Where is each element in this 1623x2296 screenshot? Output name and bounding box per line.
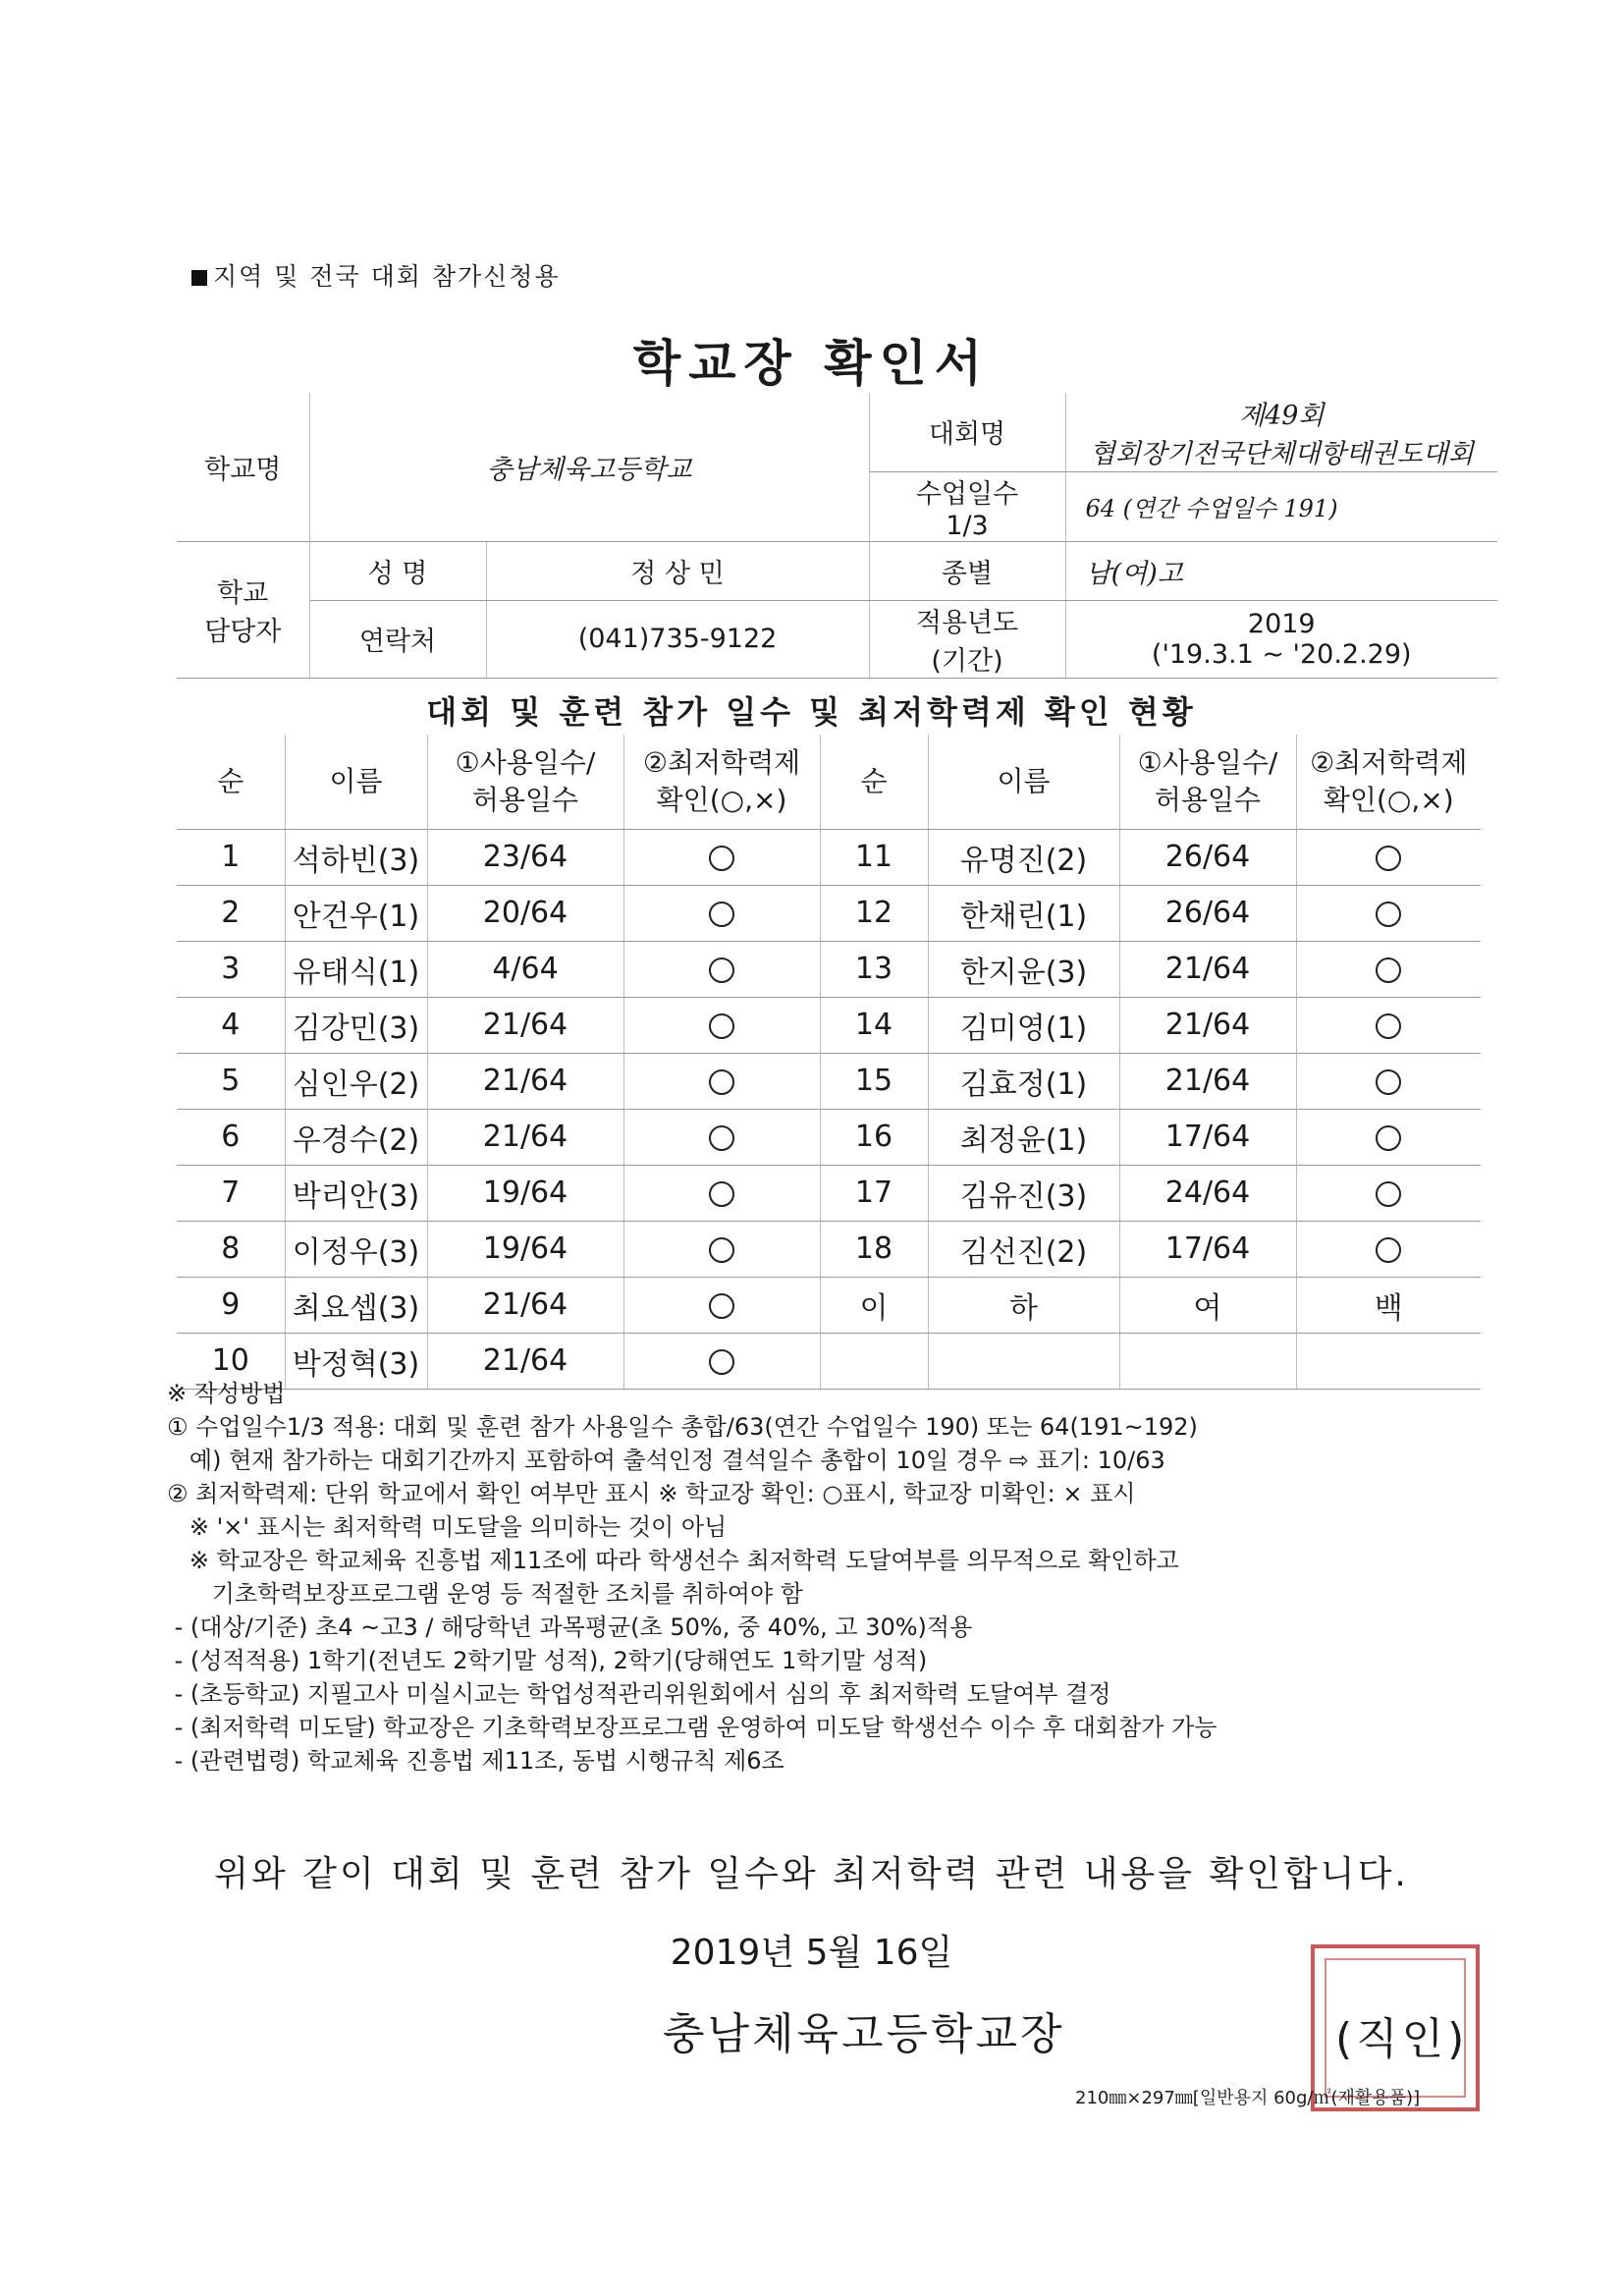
row-name: 박리안(3)	[285, 1165, 427, 1221]
row-confirm	[623, 997, 820, 1053]
class-days-label: 수업일수 1/3	[869, 471, 1065, 541]
instruction-line: - (대상/기준) 초4 ~고3 / 해당학년 과목평균(초 50%, 중 40%, 고 30%)적용	[167, 1613, 973, 1641]
circle-mark-icon	[709, 1125, 734, 1151]
row-confirm	[623, 1221, 820, 1277]
circle-mark-icon	[709, 1013, 734, 1039]
table-row	[177, 1109, 1481, 1165]
circle-mark-icon	[709, 1069, 734, 1095]
seal-label: (직인)	[1335, 2014, 1469, 2064]
row-no: 7	[177, 1165, 285, 1221]
row-name: 이정우(3)	[285, 1221, 427, 1277]
contact-label: 연락처	[309, 600, 486, 678]
row-no: 15	[820, 1053, 928, 1109]
circle-mark-icon	[709, 902, 734, 927]
row-confirm	[1296, 829, 1481, 885]
row-confirm	[623, 1165, 820, 1221]
table-row	[177, 997, 1481, 1053]
row-confirm	[1296, 1165, 1481, 1221]
table-row	[177, 1221, 1481, 1277]
header-confirm: ②최저학력제 확인(○,×)	[623, 735, 820, 829]
type-label: 종별	[869, 541, 1065, 600]
circle-mark-icon	[709, 1181, 734, 1207]
row-days: 21/64	[1119, 997, 1296, 1053]
row-name: 석하빈(3)	[285, 829, 427, 885]
row-no: 2	[177, 885, 285, 941]
document-title: 학교장 확인서	[632, 335, 991, 392]
circle-mark-icon	[1376, 957, 1401, 983]
row-no: 3	[177, 941, 285, 997]
instruction-line: ① 수업일수1/3 적용: 대회 및 훈련 참가 사용일수 총합/63(연간 수업일수 190) 또는 64(191~192)	[167, 1413, 1198, 1441]
header-name-2: 이름	[928, 735, 1119, 829]
school-name-label: 학교명	[177, 393, 309, 541]
staff-label: 학교 담당자	[177, 541, 309, 678]
circle-mark-icon	[1376, 1069, 1401, 1095]
row-name: 최정윤(1)	[928, 1109, 1119, 1165]
table-row	[177, 1053, 1481, 1109]
instruction-line: ※ 학교장은 학교체육 진흥법 제11조에 따라 학생선수 최저학력 도달여부를 의무적으로 확인하고	[167, 1547, 1179, 1574]
row-days: 21/64	[427, 1277, 623, 1333]
row-confirm	[1296, 1221, 1481, 1277]
event-name-value: 제49회 협회장기전국단체대항태권도대회	[1065, 393, 1497, 471]
instructions	[167, 1377, 1502, 1777]
row-days: 21/64	[1119, 1053, 1296, 1109]
table-row	[177, 885, 1481, 941]
row-days: 21/64	[427, 1053, 623, 1109]
row-confirm	[623, 1053, 820, 1109]
row-confirm	[1296, 941, 1481, 997]
header-no-2: 순	[820, 735, 928, 829]
row-no: 12	[820, 885, 928, 941]
circle-mark-icon	[709, 1349, 734, 1375]
instruction-line: - (최저학력 미도달) 학교장은 기초학력보장프로그램 운영하여 미도달 학생선수 이수 후 대회참가 가능	[167, 1714, 1217, 1741]
participation-table	[177, 735, 1481, 1390]
row-no: 13	[820, 941, 928, 997]
instruction-line: 예) 현재 참가하는 대회기간까지 포함하여 출석인정 결석일수 총합이 10일 경우 ⇨ 표기: 10/63	[167, 1447, 1165, 1474]
row-days: 21/64	[427, 1109, 623, 1165]
paper-spec: 210㎜×297㎜[일반용지 60g/㎡(재활용품)]	[1075, 2088, 1421, 2108]
row-days: 19/64	[427, 1165, 623, 1221]
header-no: 순	[177, 735, 285, 829]
circle-mark-icon	[1376, 846, 1401, 871]
row-name: 하	[928, 1277, 1119, 1333]
row-confirm	[1296, 1053, 1481, 1109]
row-name: 유명진(2)	[928, 829, 1119, 885]
type-value: 남(여)고	[1065, 541, 1497, 600]
row-days: 4/64	[427, 941, 623, 997]
row-no: 10	[177, 1333, 285, 1389]
row-no: 18	[820, 1221, 928, 1277]
row-confirm: 백	[1296, 1277, 1481, 1333]
instruction-line: ② 최저학력제: 단위 학교에서 확인 여부만 표시 ※ 학교장 확인: ○표시, 학교장 미확인: × 표시	[167, 1480, 1136, 1507]
row-days: 21/64	[427, 997, 623, 1053]
form-category: 지역 및 전국 대회 참가신청용	[191, 257, 561, 293]
row-no: 17	[820, 1165, 928, 1221]
instruction-line: - (성적적용) 1학기(전년도 2학기말 성적), 2학기(당해연도 1학기말 성적)	[167, 1647, 928, 1674]
row-no: 5	[177, 1053, 285, 1109]
row-no: 1	[177, 829, 285, 885]
instruction-line: - (관련법령) 학교체육 진흥법 제11조, 동법 시행규칙 제6조	[167, 1747, 784, 1775]
info-table	[177, 393, 1497, 679]
school-name-value: 충남체육고등학교	[309, 393, 869, 541]
square-bullet-icon	[191, 270, 207, 286]
year-label: 적용년도 (기간)	[869, 600, 1065, 678]
row-days: 24/64	[1119, 1165, 1296, 1221]
signer-name: 충남체육고등학교장	[663, 2009, 1065, 2059]
row-no: 이	[820, 1277, 928, 1333]
name-label: 성 명	[309, 541, 486, 600]
row-confirm	[1296, 885, 1481, 941]
row-name: 김미영(1)	[928, 997, 1119, 1053]
instruction-line: 기초학력보장프로그램 운영 등 적절한 조치를 취하여야 함	[167, 1580, 803, 1608]
row-days: 19/64	[427, 1221, 623, 1277]
event-name-label: 대회명	[869, 393, 1065, 471]
circle-mark-icon	[1376, 1013, 1401, 1039]
row-days: 26/64	[1119, 885, 1296, 941]
table-row	[177, 1165, 1481, 1221]
row-confirm	[1296, 1109, 1481, 1165]
row-days: 17/64	[1119, 1221, 1296, 1277]
circle-mark-icon	[709, 846, 734, 871]
circle-mark-icon	[1376, 1125, 1401, 1151]
row-no: 9	[177, 1277, 285, 1333]
name-value: 정 상 민	[486, 541, 869, 600]
header-confirm-2: ②최저학력제 확인(○,×)	[1296, 735, 1481, 829]
circle-mark-icon	[1376, 1181, 1401, 1207]
row-name: 최요셉(3)	[285, 1277, 427, 1333]
confirmation-statement: 위와 같이 대회 및 훈련 참가 일수와 최저학력 관련 내용을 확인합니다.	[214, 1854, 1409, 1894]
row-no: 14	[820, 997, 928, 1053]
circle-mark-icon	[709, 1293, 734, 1319]
row-days: 17/64	[1119, 1109, 1296, 1165]
year-value: 2019 ('19.3.1 ~ '20.2.29)	[1065, 600, 1497, 678]
table-row	[177, 941, 1481, 997]
circle-mark-icon	[1376, 1237, 1401, 1263]
row-name: 김효정(1)	[928, 1053, 1119, 1109]
table-row	[177, 829, 1481, 885]
row-confirm	[623, 941, 820, 997]
circle-mark-icon	[1376, 902, 1401, 927]
row-days: 여	[1119, 1277, 1296, 1333]
row-name: 한채린(1)	[928, 885, 1119, 941]
header-days-2: ①사용일수/ 허용일수	[1119, 735, 1296, 829]
row-days: 26/64	[1119, 829, 1296, 885]
row-name: 김유진(3)	[928, 1165, 1119, 1221]
row-no: 6	[177, 1109, 285, 1165]
row-confirm	[623, 885, 820, 941]
row-name: 박정혁(3)	[285, 1333, 427, 1389]
row-name: 안건우(1)	[285, 885, 427, 941]
table-row	[177, 1277, 1481, 1333]
class-days-value: 64 (연간 수업일수 191)	[1065, 471, 1497, 541]
row-confirm	[1296, 997, 1481, 1053]
row-days: 21/64	[427, 1333, 623, 1389]
row-confirm	[623, 829, 820, 885]
contact-value: (041)735-9122	[486, 600, 869, 678]
row-days: 20/64	[427, 885, 623, 941]
table-header-row	[177, 735, 1481, 829]
row-name: 우경수(2)	[285, 1109, 427, 1165]
row-confirm	[623, 1277, 820, 1333]
issue-date: 2019년 5월 16일	[670, 1933, 953, 1973]
row-no: 8	[177, 1221, 285, 1277]
row-no: 11	[820, 829, 928, 885]
header-name: 이름	[285, 735, 427, 829]
row-name: 심인우(2)	[285, 1053, 427, 1109]
circle-mark-icon	[709, 957, 734, 983]
row-days: 21/64	[1119, 941, 1296, 997]
instruction-line: ※ '×' 표시는 최저학력 미도달을 의미하는 것이 아님	[167, 1513, 728, 1541]
row-name: 김선진(2)	[928, 1221, 1119, 1277]
row-name: 한지윤(3)	[928, 941, 1119, 997]
row-no: 16	[820, 1109, 928, 1165]
row-days: 23/64	[427, 829, 623, 885]
instruction-line: ※ 작성방법	[167, 1380, 286, 1407]
row-no: 4	[177, 997, 285, 1053]
row-name: 유태식(1)	[285, 941, 427, 997]
section-title: 대회 및 훈련 참가 일수 및 최저학력제 확인 현황	[426, 693, 1197, 731]
instruction-line: - (초등학교) 지필고사 미실시교는 학업성적관리위원회에서 심의 후 최저학력 도달여부 결정	[167, 1680, 1111, 1708]
row-confirm	[623, 1109, 820, 1165]
row-name: 김강민(3)	[285, 997, 427, 1053]
header-days: ①사용일수/ 허용일수	[427, 735, 623, 829]
circle-mark-icon	[709, 1237, 734, 1263]
